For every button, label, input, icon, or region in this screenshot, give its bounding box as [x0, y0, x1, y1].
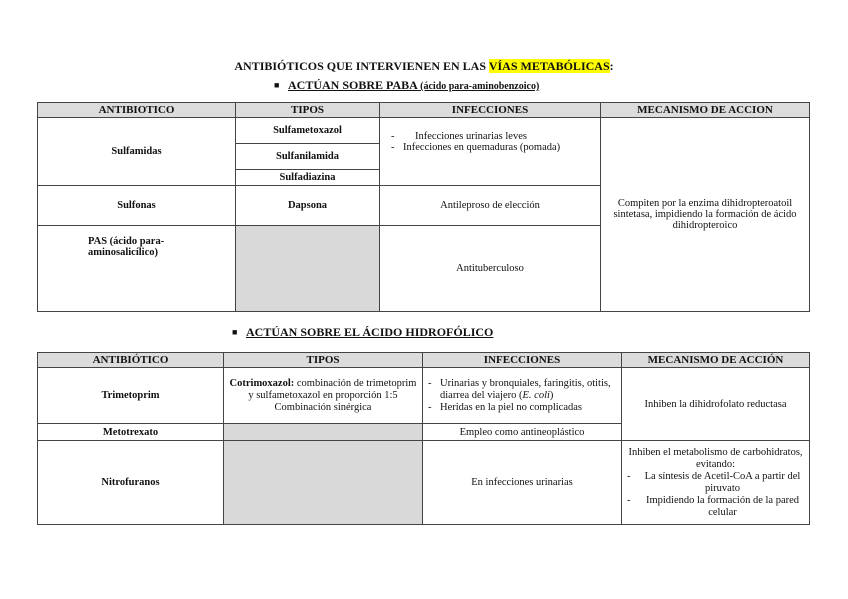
header-antibiotico: ANTIBIOTICO [38, 103, 236, 118]
types-pas-empty [236, 226, 380, 312]
section2-heading: ■ ACTÚAN SOBRE EL ÁCIDO HIDROFÓLICO [232, 325, 494, 339]
bullet-icon: ■ [232, 327, 238, 337]
header-mecanismo-2: MECANISMO DE ACCIÓN [622, 353, 810, 368]
types-trimetoprim: Cotrimoxazol: combinación de trimetoprim y sulfametoxazol en proporción 1:5 Combinación sinérgica [224, 368, 423, 424]
antibiotic-sulfonas: Sulfonas [38, 186, 236, 226]
mechanism-intro: Inhiben el metabolismo de carbohidratos, evitando: [628, 446, 803, 470]
mechanism-item-pared: - Impidiendo la formación de la pared celular [625, 495, 806, 519]
infection-urinarias: - Infecciones urinarias leves [389, 131, 597, 142]
infections-sulfamidas [380, 118, 601, 186]
paba-table [37, 102, 810, 312]
type-dapsona: Dapsona [236, 186, 380, 226]
page-title: ANTIBIÓTICOS QUE INTERVIENEN EN LAS VÍAS METABÓLICAS: [234, 59, 614, 73]
antibiotic-trimetoprim: Trimetoprim [38, 368, 224, 424]
type-sulfametoxazol: Sulfametoxazol [236, 118, 379, 144]
types-metotrexato-empty [224, 424, 423, 441]
type-cotrimoxazol: Cotrimoxazol: [229, 377, 295, 389]
header-tipos-2: TIPOS [224, 353, 423, 368]
type-sulfadiazina: Sulfadiazina [279, 171, 336, 183]
section1-heading: ■ ACTÚAN SOBRE PABA (ácido para-aminobenzoico) [274, 78, 540, 92]
mechanism-dihidrofolato: Inhiben la dihidrofolato reductasa [622, 368, 810, 441]
header-tipos: TIPOS [236, 103, 380, 118]
infections-metotrexato: Empleo como antineoplástico [423, 424, 622, 441]
antibiotic-metotrexato: Metotrexato [38, 424, 224, 441]
header-infecciones: INFECCIONES [380, 103, 601, 118]
infections-trimetoprim [423, 368, 622, 424]
infections-sulfonas: Antileproso de elección [380, 186, 601, 226]
antibiotic-nitrofuranos: Nitrofuranos [38, 441, 224, 525]
type-note: Combinación sinérgica [274, 401, 372, 413]
types-sulfamidas [236, 118, 380, 186]
hidrofolico-table [37, 352, 810, 525]
infections-pas: Antituberculoso [380, 226, 601, 312]
mechanism-nitrofuranos [622, 441, 810, 525]
header-mecanismo: MECANISMO DE ACCION [601, 103, 810, 118]
header-antibiotico-2: ANTIBIÓTICO [38, 353, 224, 368]
infection-heridas: - Heridas en la piel no complicadas [426, 402, 618, 414]
type-sulfanilamida: Sulfanilamida [236, 144, 379, 170]
infections-nitrofuranos: En infecciones urinarias [423, 441, 622, 525]
infection-quemaduras: - Infecciones en quemaduras (pomada) [389, 142, 597, 153]
title-highlight: VÍAS METABÓLICAS [488, 59, 610, 73]
antibiotic-pas: PAS (ácido para-aminosalicílico) [38, 226, 236, 312]
types-nitrofuranos-empty [224, 441, 423, 525]
bullet-icon: ■ [274, 80, 280, 90]
antibiotic-sulfamidas: Sulfamidas [38, 118, 236, 186]
mechanism-item-acetil: - La síntesis de Acetil-CoA a partir del piruvato [625, 471, 806, 495]
mechanism-paba: Compiten por la enzima dihidropteroatoil sintetasa, impidiendo la formación de ácido dihidropteroico [601, 118, 810, 312]
infection-urinarias-bronquiales: - Urinarias y bronquiales, faringitis, otitis, diarrea del viajero (E. coli) [426, 378, 618, 402]
header-infecciones-2: INFECCIONES [423, 353, 622, 368]
